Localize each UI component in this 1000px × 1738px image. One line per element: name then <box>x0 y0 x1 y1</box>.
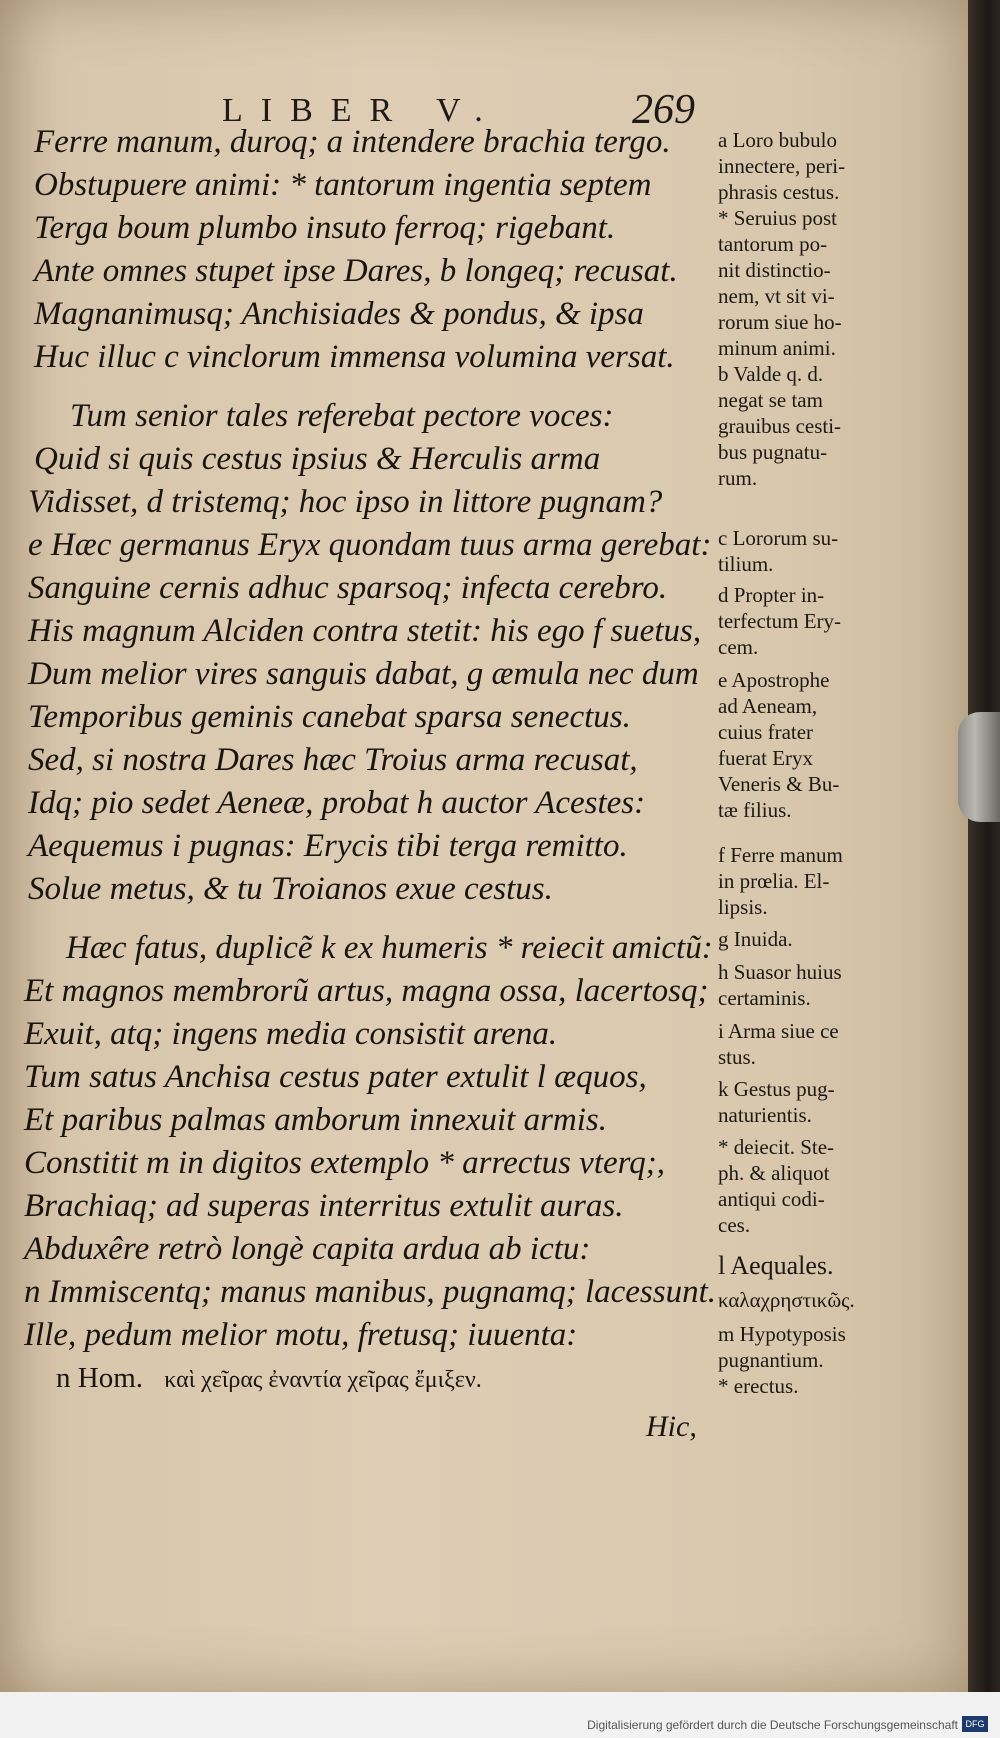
margin-note-line: tæ filius. <box>718 798 792 822</box>
margin-note-line: grauibus cesti- <box>718 414 842 438</box>
catchword: Hic, <box>646 1410 697 1443</box>
margin-note-line: Veneris & Bu- <box>718 772 840 796</box>
page-clip-tab <box>958 712 1000 822</box>
margin-note-line: cem. <box>718 635 759 659</box>
margin-note-line: l Aequales. <box>718 1251 834 1280</box>
verse-line: Huc illuc c vinclorum immensa volumina versat. <box>34 339 675 375</box>
verse-line: Magnanimusq; Anchisiades & pondus, & ipsa <box>34 296 644 332</box>
verse-line: Ante omnes stupet ipse Dares, b longeq; recusat. <box>34 253 678 289</box>
verse-line: Abduxêre retrò longè capita ardua ab ictu: <box>24 1231 591 1267</box>
margin-note-line: rorum siue ho- <box>718 310 842 334</box>
verse-line: Ille, pedum melior motu, fretusq; iuuenta: <box>24 1317 578 1353</box>
margin-note-line: phrasis cestus. <box>718 180 840 204</box>
margin-note-line: nem, vt sit vi- <box>718 284 835 308</box>
page-number: 269 <box>632 87 695 133</box>
margin-note-line: certaminis. <box>718 986 811 1010</box>
margin-note-line: ad Aeneam, <box>718 694 818 718</box>
verse-line: Et paribus palmas amborum innexuit armis. <box>24 1102 608 1138</box>
verse-line: n Immiscentq; manus manibus, pugnamq; lacessunt. <box>24 1274 717 1310</box>
margin-note-line: a Loro bubulo <box>718 128 837 152</box>
footer-credit: Digitalisierung gefördert durch die Deutsche Forschungsgemeinschaft <box>587 1718 958 1732</box>
verse-line: Brachiaq; ad superas interritus extulit auras. <box>24 1188 624 1224</box>
running-head: LIBER V. <box>222 92 501 129</box>
margin-note-line: bus pugnatu- <box>718 440 828 464</box>
verse-line: Exuit, atq; ingens media consistit arena. <box>24 1016 558 1052</box>
margin-note-line: pugnantium. <box>718 1348 824 1372</box>
margin-note-line: * deiecit. Ste- <box>718 1135 835 1159</box>
margin-note-line: ph. & aliquot <box>718 1161 830 1185</box>
margin-note-line: stus. <box>718 1045 756 1069</box>
verse-line: Vidisset, d tristemq; hoc ipso in littore pugnam? <box>28 484 663 520</box>
footnote-greek: καὶ χεῖρας ἐναντία χεῖρας ἔμιξεν. <box>164 1367 482 1393</box>
verse-line: Terga boum plumbo insuto ferroq; rigebant. <box>34 210 616 246</box>
margin-note-line: in prœlia. El- <box>718 869 830 893</box>
margin-note-line: e Apostrophe <box>718 668 830 692</box>
book-edge <box>968 0 1000 1692</box>
margin-note-line: καλαχρηστικῶς. <box>718 1288 855 1312</box>
margin-note-line: negat se tam <box>718 388 823 412</box>
margin-note-line: ces. <box>718 1213 751 1237</box>
margin-note-line: nit distinctio- <box>718 258 831 282</box>
margin-note-line: tilium. <box>718 552 774 576</box>
margin-note-line: antiqui codi- <box>718 1187 825 1211</box>
margin-note-line: * erectus. <box>718 1374 799 1398</box>
margin-note-line: innectere, peri- <box>718 154 846 178</box>
margin-note-line: c Lororum su- <box>718 526 839 550</box>
verse-line: Obstupuere animi: * tantorum ingentia septem <box>34 167 652 203</box>
margin-note-line: i Arma siue ce <box>718 1019 839 1043</box>
footnote-marker: n Hom. <box>56 1362 143 1394</box>
footnote <box>56 1362 482 1395</box>
margin-note-line: * Seruius post <box>718 206 838 230</box>
margin-note-line: naturientis. <box>718 1103 812 1127</box>
verse-line: Ferre manum, duroq; a intendere brachia tergo. <box>34 124 671 160</box>
verse-line: Quid si quis cestus ipsius & Herculis arma <box>34 441 601 477</box>
margin-note-line: tantorum po- <box>718 232 828 256</box>
margin-note-line: lipsis. <box>718 895 768 919</box>
margin-note-line: fuerat Eryx <box>718 746 814 770</box>
verse-line: Sed, si nostra Dares hæc Troius arma recusat, <box>28 742 638 778</box>
margin-note-line: cuius frater <box>718 720 814 744</box>
margin-note-line: terfectum Ery- <box>718 609 842 633</box>
verse-line: Idq; pio sedet Aeneæ, probat h auctor Acestes: <box>28 785 646 821</box>
margin-note-line: f Ferre manum <box>718 843 843 867</box>
verse-line: e Hæc germanus Eryx quondam tuus arma gerebat: <box>28 527 712 563</box>
margin-note-line: b Valde q. d. <box>718 362 824 386</box>
margin-note-line: rum. <box>718 466 758 490</box>
margin-note-line: k Gestus pug- <box>718 1077 835 1101</box>
verse-line: Solue metus, & tu Troianos exue cestus. <box>28 871 553 907</box>
verse-line: Aequemus i pugnas: Erycis tibi terga remitto. <box>28 828 628 864</box>
margin-note-line: minum animi. <box>718 336 836 360</box>
margin-note-line: g Inuida. <box>718 927 793 951</box>
verse-line: Tum satus Anchisa cestus pater extulit l æquos, <box>24 1059 647 1095</box>
verse-line: Constitit m in digitos extemplo * arrectus vterq;, <box>24 1145 665 1181</box>
verse-line: Sanguine cernis adhuc sparsoq; infecta cerebro. <box>28 570 668 606</box>
verse-line: Tum senior tales referebat pectore voces: <box>70 398 614 434</box>
margin-note-line: m Hypotyposis <box>718 1322 846 1346</box>
margin-note-line: h Suasor huius <box>718 960 842 984</box>
verse-line: Et magnos membrorũ artus, magna ossa, lacertosq; <box>24 973 709 1009</box>
verse-line: His magnum Alciden contra stetit: his ego f suetus, <box>28 613 702 649</box>
margin-note-line: d Propter in- <box>718 583 825 607</box>
verse-line: Dum melior vires sanguis dabat, g æmula nec dum <box>28 656 699 692</box>
verse-line: Temporibus geminis canebat sparsa senectus. <box>28 699 631 735</box>
verse-line: Hæc fatus, duplicẽ k ex humeris * reiecit amictũ: <box>66 930 713 966</box>
dfg-logo: DFG <box>962 1716 988 1732</box>
